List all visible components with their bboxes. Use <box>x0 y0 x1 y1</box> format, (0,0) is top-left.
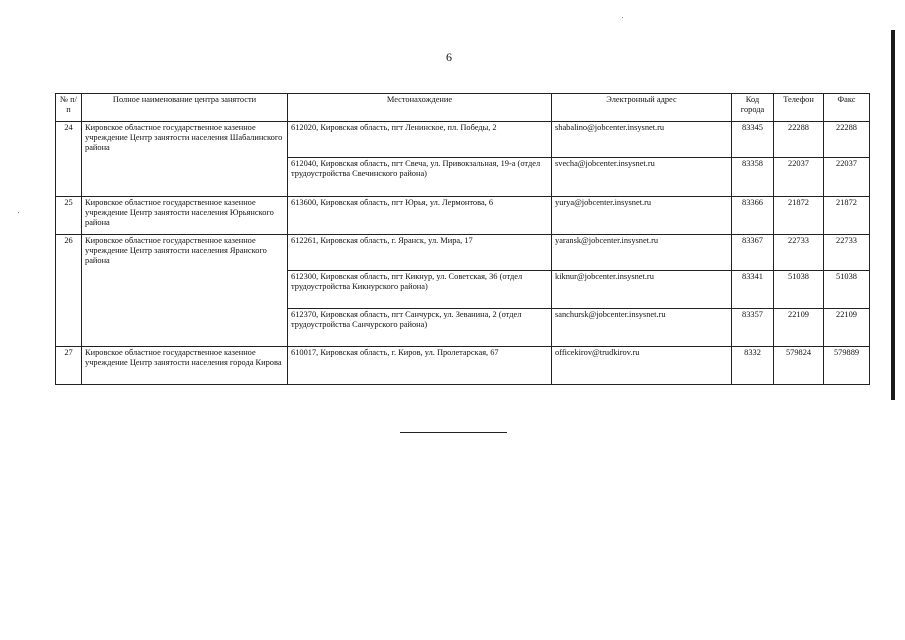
phone-number: 22109 <box>774 309 824 347</box>
table-row <box>56 235 870 271</box>
center-name: Кировское областное государственное казенное учреждение Центр занятости населения Яранского района <box>82 235 288 347</box>
center-address: 613600, Кировская область, пгт Юрья, ул. Лермонтова, 6 <box>288 197 552 235</box>
header-phone: Телефон <box>774 94 824 122</box>
fax-number: 51038 <box>824 271 870 309</box>
end-of-document-rule <box>400 432 507 433</box>
center-name: Кировское областное государственное казенное учреждение Центр занятости населения города Кирова <box>82 347 288 385</box>
employment-centers-table <box>55 93 870 385</box>
phone-number: 21872 <box>774 197 824 235</box>
center-address: 610017, Кировская область, г. Киров, ул. Пролетарская, 67 <box>288 347 552 385</box>
table-row <box>56 197 870 235</box>
center-name: Кировское областное государственное казенное учреждение Центр занятости населения Шабалинского района <box>82 122 288 197</box>
row-num: 25 <box>56 197 82 235</box>
fax-number: 22037 <box>824 158 870 197</box>
header-email: Электронный адрес <box>552 94 732 122</box>
city-code: 83341 <box>732 271 774 309</box>
phone-number: 22733 <box>774 235 824 271</box>
phone-number: 579824 <box>774 347 824 385</box>
center-email: yurya@jobcenter.insysnet.ru <box>552 197 732 235</box>
city-code: 83366 <box>732 197 774 235</box>
header-code: Код города <box>732 94 774 122</box>
fax-number: 22109 <box>824 309 870 347</box>
center-email: sanchursk@jobcenter.insysnet.ru <box>552 309 732 347</box>
header-num: № п/п <box>56 94 82 122</box>
city-code: 83367 <box>732 235 774 271</box>
table-header-row <box>56 94 870 122</box>
row-num: 27 <box>56 347 82 385</box>
fax-number: 22288 <box>824 122 870 158</box>
scan-speck <box>18 212 19 213</box>
table-row <box>56 347 870 385</box>
phone-number: 22288 <box>774 122 824 158</box>
table-row <box>56 122 870 158</box>
fax-number: 22733 <box>824 235 870 271</box>
fax-number: 579889 <box>824 347 870 385</box>
phone-number: 51038 <box>774 271 824 309</box>
row-num: 26 <box>56 235 82 347</box>
center-address: 612261, Кировская область, г. Яранск, ул. Мира, 17 <box>288 235 552 271</box>
center-email: officekirov@trudkirov.ru <box>552 347 732 385</box>
phone-number: 22037 <box>774 158 824 197</box>
row-num: 24 <box>56 122 82 197</box>
center-email: yaransk@jobcenter.insysnet.ru <box>552 235 732 271</box>
scan-speck <box>622 17 623 18</box>
center-address: 612020, Кировская область, пгт Ленинское, пл. Победы, 2 <box>288 122 552 158</box>
center-email: kiknur@jobcenter.insysnet.ru <box>552 271 732 309</box>
center-address: 612300, Кировская область, пгт Кикнур, ул. Советская, 36 (отдел трудоустройства Кикнурского района) <box>288 271 552 309</box>
center-address: 612370, Кировская область, пгт Санчурск, ул. Зеванина, 2 (отдел трудоустройства Санчурского района) <box>288 309 552 347</box>
header-name: Полное наименование центра занятости <box>82 94 288 122</box>
center-name: Кировское областное государственное казенное учреждение Центр занятости населения Юрьянского района <box>82 197 288 235</box>
page-number: 6 <box>446 50 452 64</box>
fax-number: 21872 <box>824 197 870 235</box>
city-code: 83357 <box>732 309 774 347</box>
city-code: 8332 <box>732 347 774 385</box>
city-code: 83358 <box>732 158 774 197</box>
scan-edge-line <box>891 30 895 400</box>
center-email: shabalino@jobcenter.insysnet.ru <box>552 122 732 158</box>
header-location: Местонахождение <box>288 94 552 122</box>
center-address: 612040, Кировская область, пгт Свеча, ул. Привокзальная, 19-а (отдел трудоустройства Свечинского района) <box>288 158 552 197</box>
city-code: 83345 <box>732 122 774 158</box>
header-fax: Факс <box>824 94 870 122</box>
center-email: svecha@jobcenter.insysnet.ru <box>552 158 732 197</box>
